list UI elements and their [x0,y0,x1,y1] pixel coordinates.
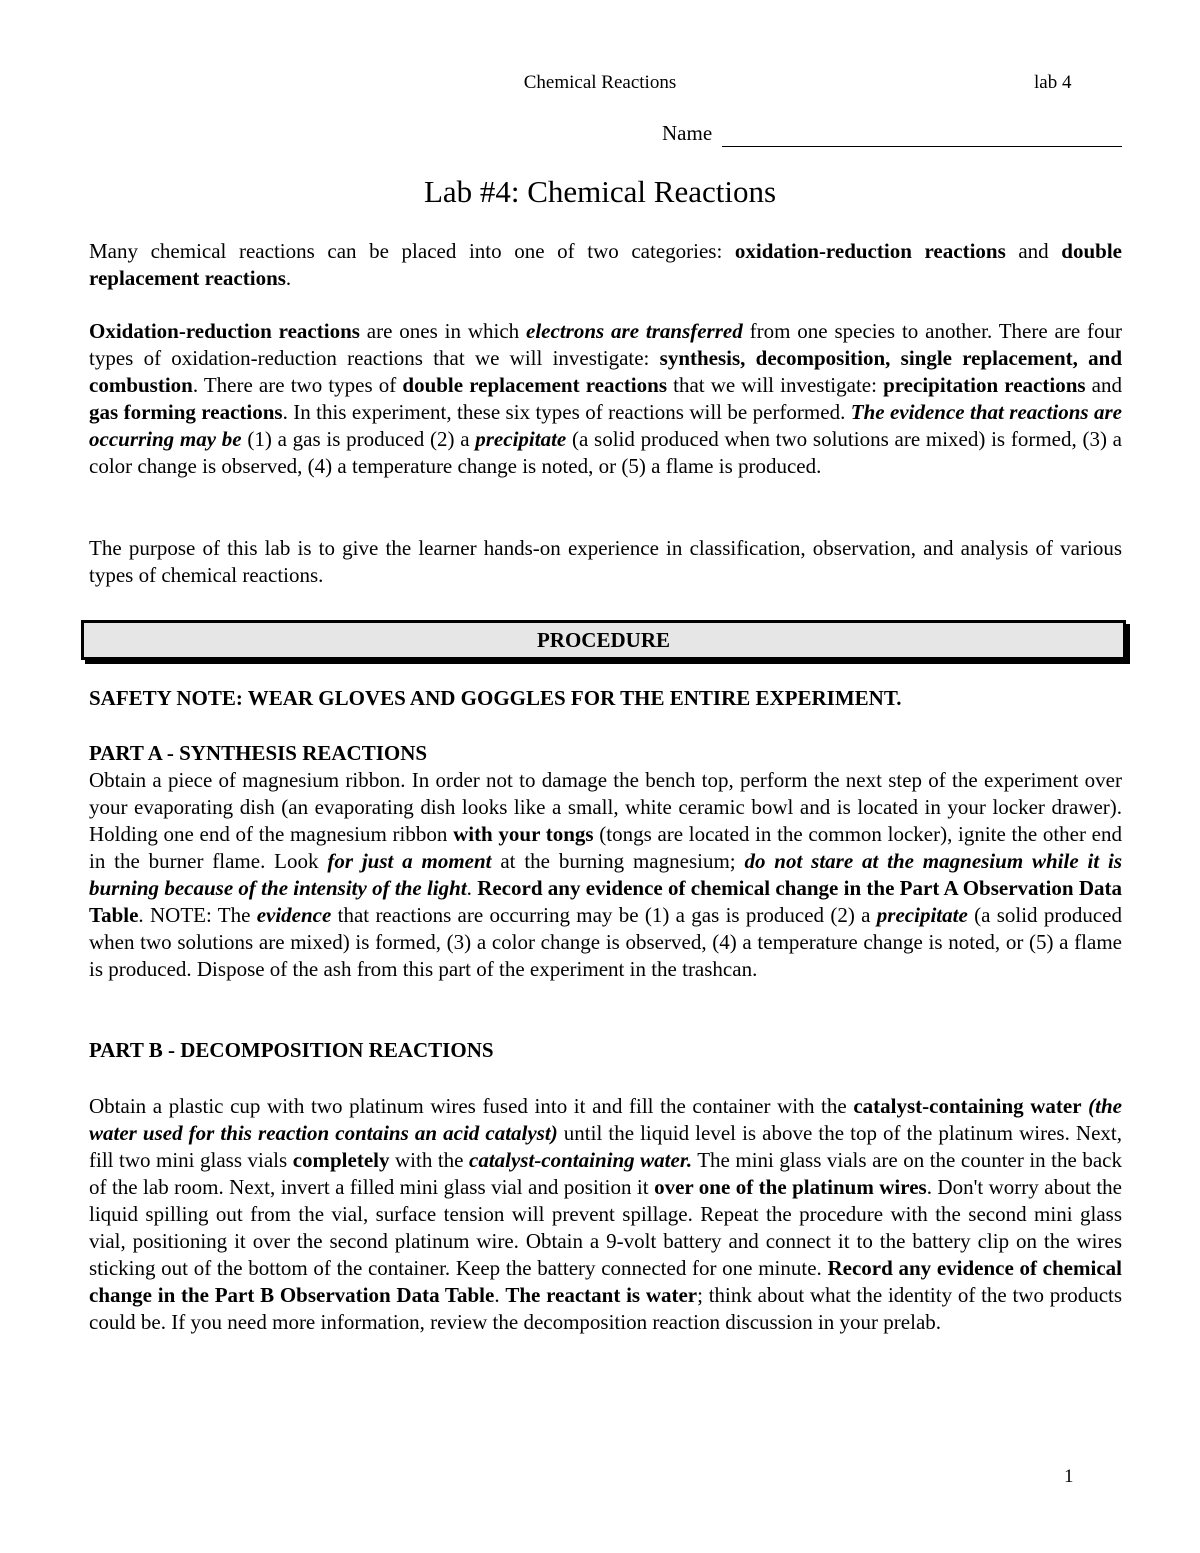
name-blank-line [722,146,1122,147]
redox-paragraph: Oxidation-reduction reactions are ones in which electrons are transferred from one species to another. There are four types of oxidation-reduction reactions that we will investigate: synthesis, decomposition, single replacement, and combustion. There are two types of double replacement reactions that we will investigate: precipitation reactions and gas forming reactions. In this experiment, these six types of reactions will be performed. The evidence that reactions are occurring may be (1) a gas is produced (2) a precipitate (a solid produced when two solutions are mixed) is formed, (3) a color change is observed, (4) a temperature change is noted, or (5) a flame is produced. [89,319,1123,478]
running-header-lab: lab 4 [1034,72,1072,93]
purpose-paragraph: The purpose of this lab is to give the learner hands-on experience in classification, observation, and analysis of various types of chemical reactions. [89,536,1122,587]
intro-paragraph: Many chemical reactions can be placed into one of two categories: oxidation-reduction reactions and double replacement reactions. [89,239,1122,290]
procedure-heading-box [81,620,1126,660]
safety-note: SAFETY NOTE: WEAR GLOVES AND GOGGLES FOR THE ENTIRE EXPERIMENT. [89,686,902,710]
part-b-paragraph: Obtain a plastic cup with two platinum wires fused into it and fill the container with the catalyst-containing water (the water used for this reaction contains an acid catalyst) until the liquid level is above the top of the platinum wires. Next, fill two mini glass vials completely with the catalyst-containing water. The mini glass vials are on the counter in the back of the lab room. Next, invert a filled mini glass vial and position it over one of the platinum wires. Don't worry about the liquid spilling out from the vial, surface tension will prevent spillage. Repeat the procedure with the second mini glass vial, positioning it over the second platinum wire. Obtain a 9-volt battery and connect it to the battery clip on the wires sticking out of the bottom of the container. Keep the battery connected for one minute. Record any evidence of chemical change in the Part B Observation Data Table. The reactant is water; think about what the identity of the two products could be. If you need more information, review the decomposition reaction discussion in your prelab. [89,1094,1123,1334]
name-label: Name [662,121,713,145]
procedure-heading: PROCEDURE [536,628,670,652]
page-number: 1 [1064,1466,1074,1487]
document-title: Lab #4: Chemical Reactions [423,174,777,209]
part-a-paragraph: Obtain a piece of magnesium ribbon. In order not to damage the bench top, perform the next step of the experiment over your evaporating dish (an evaporating dish looks like a small, white ceramic bowl and is located in your locker drawer). Holding one end of the magnesium ribbon with your tongs (tongs are located in the common locker), ignite the other end in the burner flame. Look for just a moment at the burning magnesium; do not stare at the magnesium while it is burning because of the intensity of the light. Record any evidence of chemical change in the Part A Observation Data Table. NOTE: The evidence that reactions are occurring may be (1) a gas is produced (2) a precipitate (a solid produced when two solutions are mixed) is formed, (3) a color change is observed, (4) a temperature change is noted, or (5) a flame is produced. Dispose of the ash from this part of the experiment in the trashcan. [89,768,1123,981]
running-header-title: Chemical Reactions [523,72,677,93]
part-a-heading: PART A - SYNTHESIS REACTIONS [89,741,428,765]
part-b-heading: PART B - DECOMPOSITION REACTIONS [89,1038,494,1062]
